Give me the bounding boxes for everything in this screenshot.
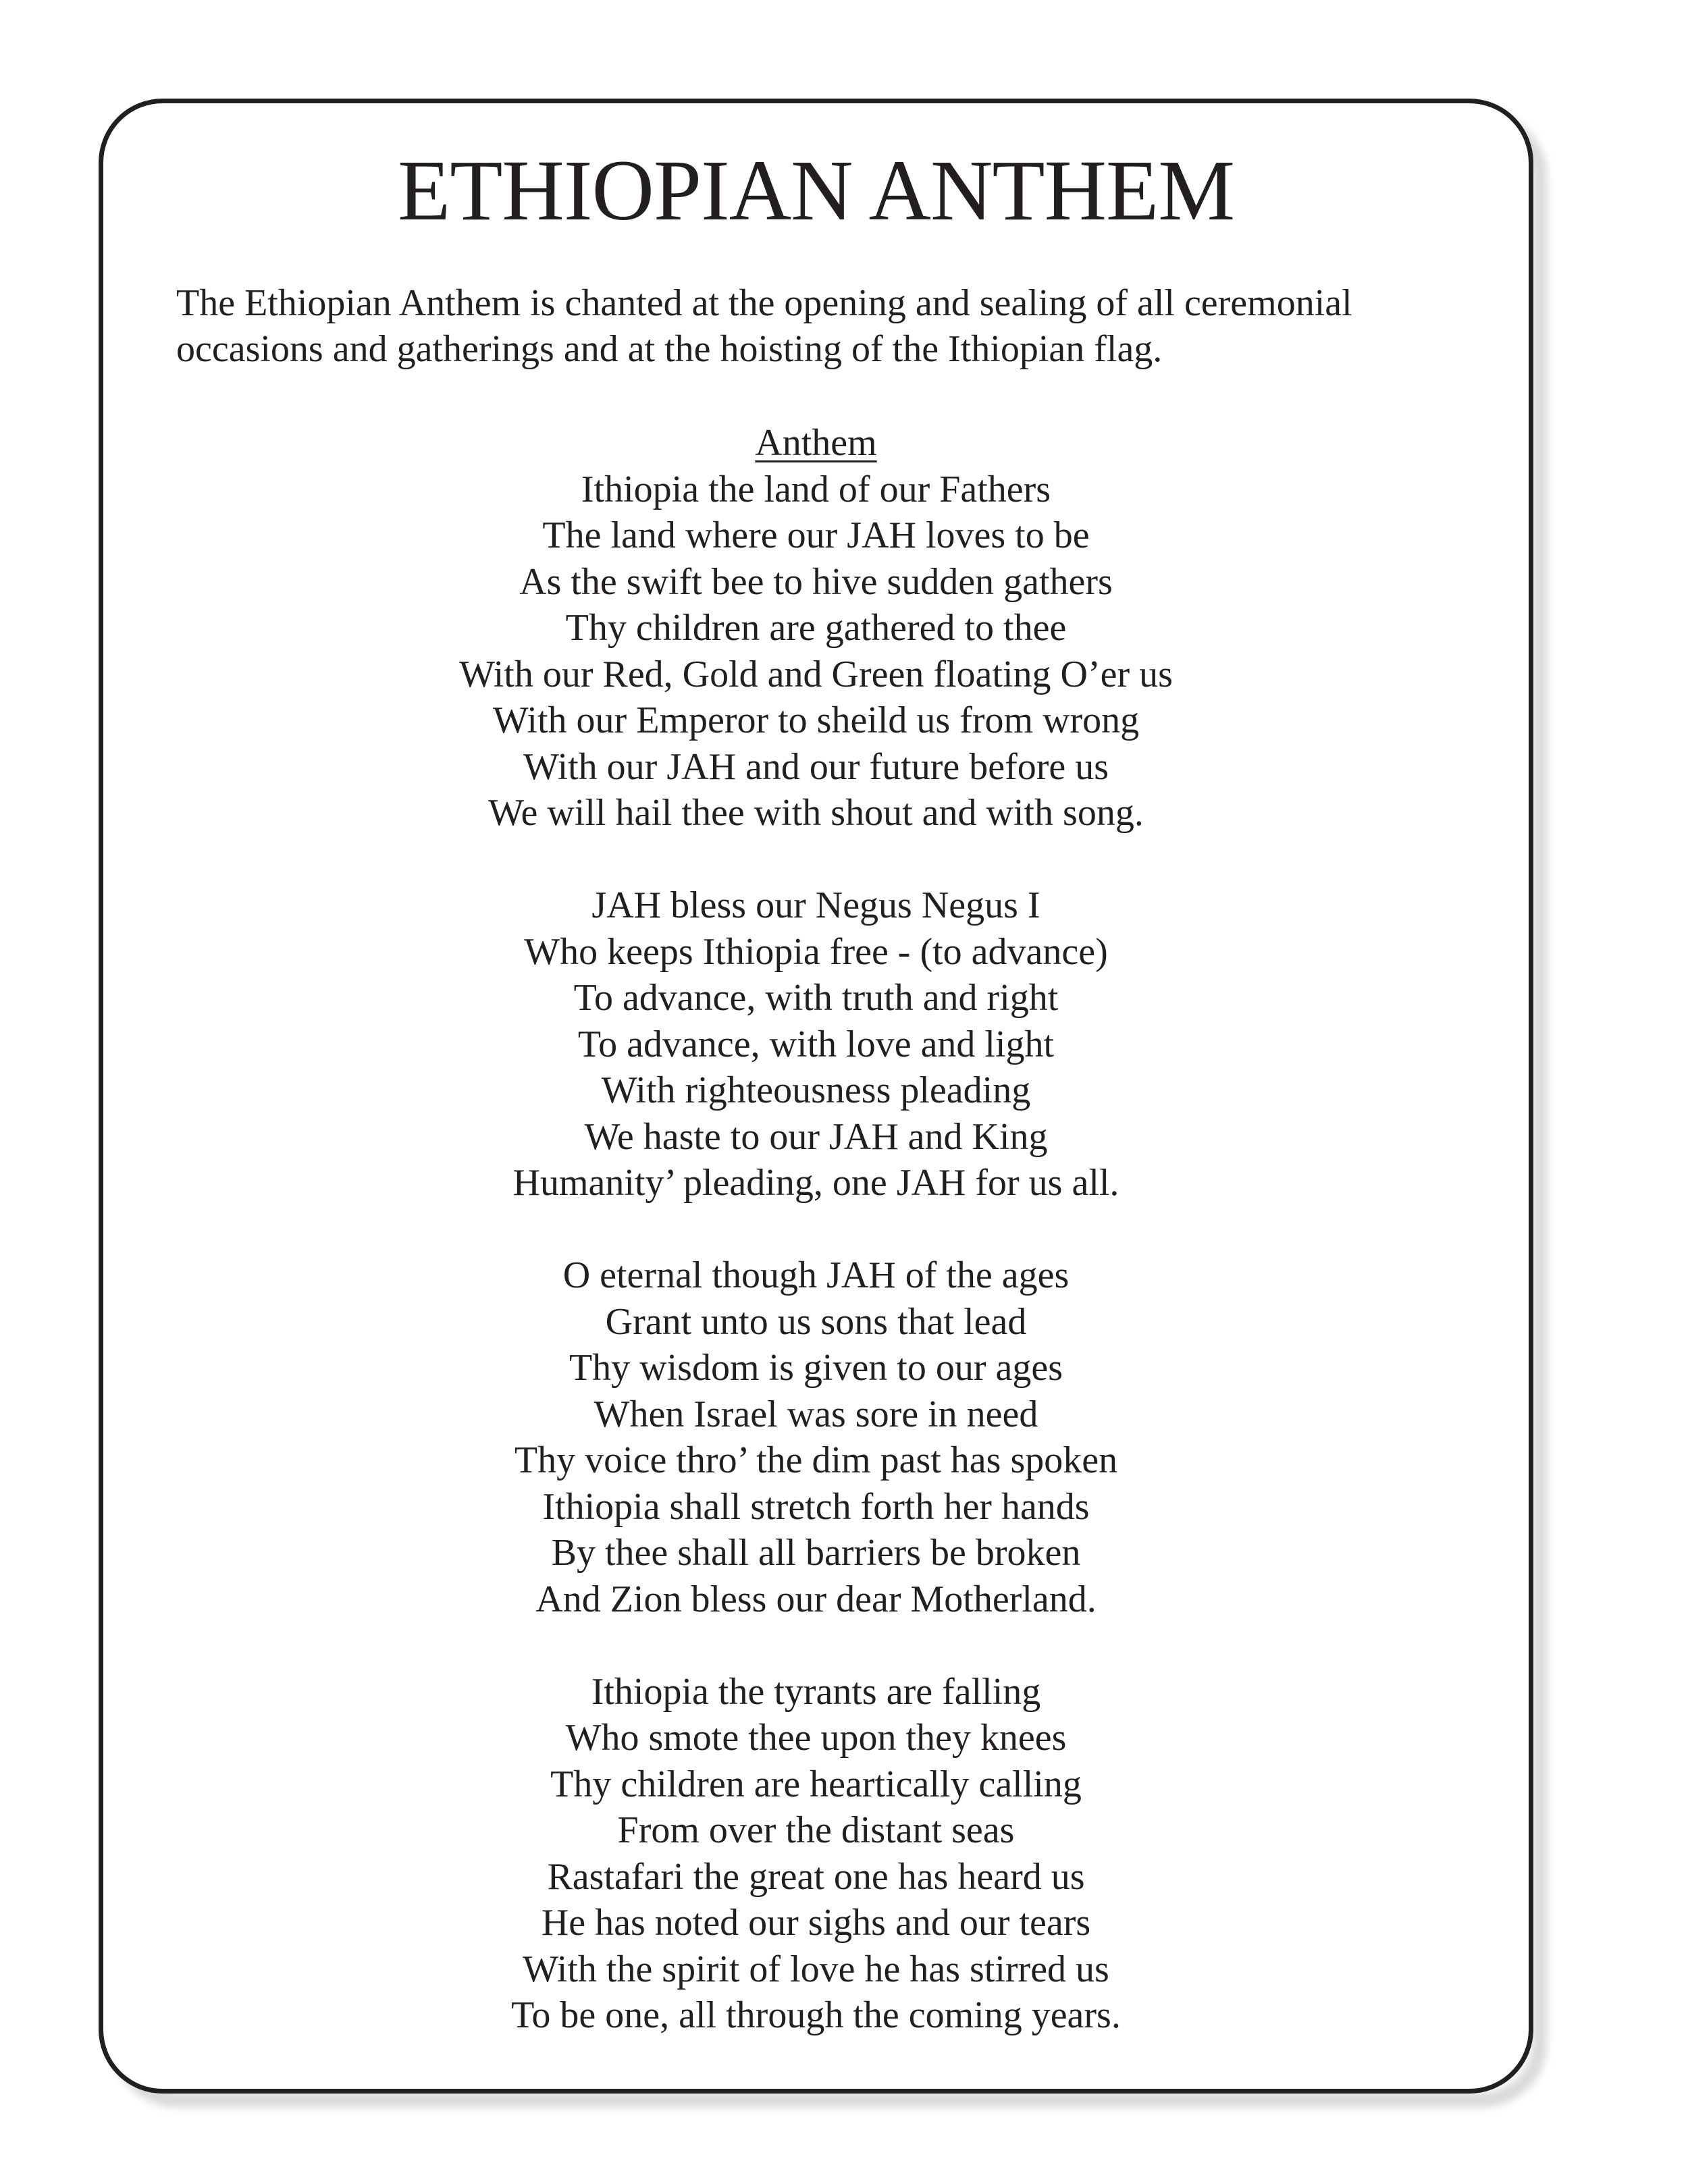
verse-line: The land where our JAH loves to be xyxy=(542,514,1090,556)
verse-line: With righteousness pleading xyxy=(601,1069,1031,1111)
verse-line: Humanity’ pleading, one JAH for us all. xyxy=(512,1162,1119,1204)
verse-line: Ithiopia shall stretch forth her hands xyxy=(542,1485,1090,1528)
stanza-4 xyxy=(99,1669,1533,2039)
verse-line: With the spirit of love he has stirred us xyxy=(523,1948,1109,1990)
verse-line: He has noted our sighs and our tears xyxy=(541,1902,1091,1944)
anthem-text xyxy=(99,420,1533,2085)
page-title: ETHIOPIAN ANTHEM xyxy=(398,142,1234,238)
verse-line: With our JAH and our future before us xyxy=(523,745,1109,788)
verse-line: Thy wisdom is given to our ages xyxy=(569,1347,1063,1389)
verse-line: O eternal though JAH of the ages xyxy=(562,1254,1070,1296)
verse-line: Thy voice thro’ the dim past has spoken xyxy=(514,1439,1118,1481)
verse-line: As the swift bee to hive sudden gathers xyxy=(519,560,1113,603)
verse-line: And Zion bless our dear Motherland. xyxy=(535,1578,1097,1620)
verse-line: When Israel was sore in need xyxy=(594,1393,1038,1435)
verse-line: With our Red, Gold and Green floating O’er us xyxy=(459,653,1173,695)
stanza-3 xyxy=(99,1252,1533,1622)
verse-line: We will hail thee with shout and with song. xyxy=(488,792,1144,834)
verse-line: JAH bless our Negus Negus I xyxy=(591,884,1040,926)
verse-line: With our Emperor to sheild us from wrong xyxy=(492,699,1140,741)
verse-line: Who keeps Ithiopia free - (to advance) xyxy=(524,930,1108,973)
anthem-heading: Anthem xyxy=(755,422,877,464)
intro-paragraph xyxy=(176,280,1486,372)
intro-line: occasions and gatherings and at the hoisting of the Ithiopian flag. xyxy=(176,328,1163,370)
verse-line: To be one, all through the coming years. xyxy=(511,1994,1121,2036)
intro-line: The Ethiopian Anthem is chanted at the opening and sealing of all ceremonial xyxy=(176,282,1352,324)
verse-line: Ithiopia the land of our Fathers xyxy=(581,468,1051,510)
verse-line: From over the distant seas xyxy=(617,1809,1015,1851)
verse-line: Ithiopia the tyrants are falling xyxy=(591,1670,1041,1713)
verse-line: By thee shall all barriers be broken xyxy=(551,1532,1081,1574)
verse-line: Thy children are heartically calling xyxy=(550,1763,1082,1805)
verse-line: Who smote thee upon they knees xyxy=(565,1717,1067,1759)
verse-line: To advance, with love and light xyxy=(577,1023,1055,1065)
verse-line: Rastafari the great one has heard us xyxy=(547,1855,1085,1898)
verse-line: Thy children are gathered to thee xyxy=(565,607,1067,649)
verse-line: To advance, with truth and right xyxy=(573,977,1059,1019)
verse-line: Grant unto us sons that lead xyxy=(605,1300,1027,1343)
stanza-2 xyxy=(99,882,1533,1206)
stanza-1 xyxy=(99,467,1533,836)
verse-line: We haste to our JAH and King xyxy=(584,1115,1048,1158)
